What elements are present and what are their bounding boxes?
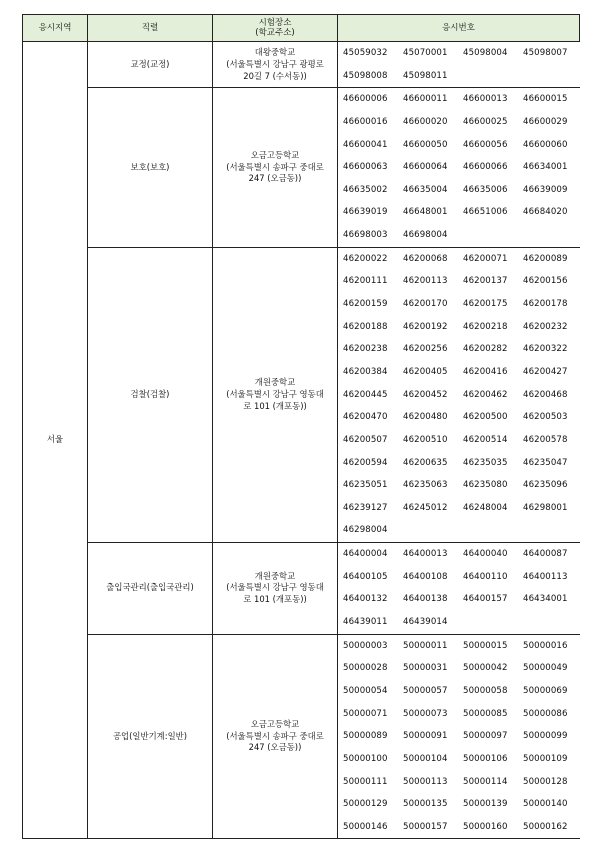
place-line: 로 101 (개포동)): [243, 594, 307, 605]
header-place-line2: (학교주소): [255, 28, 295, 38]
exam-number: 50000085: [463, 708, 508, 719]
exam-number: 46200578: [523, 434, 568, 445]
exam-number: 46439011: [343, 617, 388, 628]
job-cell: 출입국관리(출입국관리): [88, 543, 213, 635]
exam-number: 46200322: [523, 344, 568, 355]
exam-number: 50000104: [403, 753, 448, 764]
place-cell: [213, 247, 338, 542]
exam-assignment-sheet: [22, 14, 579, 839]
place-line: (서울특별시 강남구 광평로: [226, 58, 324, 69]
exam-number: 46651006: [463, 207, 508, 218]
table-row: [23, 247, 580, 542]
exam-number: 46400087: [523, 549, 568, 560]
exam-number: 46200503: [523, 412, 568, 423]
table-row: [23, 634, 580, 839]
exam-number: 50000100: [343, 753, 388, 764]
table-row: [23, 42, 580, 88]
exam-number: 46200405: [403, 366, 448, 377]
header-region: 응시지역: [23, 15, 88, 42]
place-cell: [213, 634, 338, 839]
exam-number: 46400110: [463, 571, 508, 582]
exam-number: 50000113: [403, 776, 448, 787]
exam-number: 46635004: [403, 184, 448, 195]
exam-number: 50000089: [343, 731, 388, 742]
region-cell: 서울: [23, 42, 88, 839]
exam-number: 50000057: [403, 685, 448, 696]
place-line: 오금고등학교: [250, 718, 300, 729]
job-cell: 교정(교정): [88, 42, 213, 88]
exam-number: 46600011: [403, 94, 448, 105]
exam-number: 46600060: [523, 139, 568, 150]
exam-number: 46200427: [523, 366, 568, 377]
exam-number: 50000114: [463, 776, 508, 787]
place-line: 오금고등학교: [250, 149, 300, 160]
exam-number: 50000146: [343, 821, 388, 832]
exam-number: 45059032: [343, 48, 388, 58]
exam-number: 50000135: [403, 799, 448, 810]
exam-number: 46635006: [463, 184, 508, 195]
numbers-cell: [338, 88, 580, 247]
exam-number: 46600064: [403, 162, 448, 173]
exam-number: 46698004: [403, 230, 448, 241]
exam-number: 46200188: [343, 321, 388, 332]
exam-number: 50000091: [403, 731, 448, 742]
exam-number: 46248004: [463, 502, 508, 513]
exam-number: 46200514: [463, 434, 508, 445]
exam-number: 46648001: [403, 207, 448, 218]
numbers-grid: [338, 248, 580, 542]
place-line: 개원중학교: [254, 377, 296, 388]
exam-number: 46200156: [523, 276, 568, 287]
table-row: [23, 543, 580, 635]
exam-number: 50000016: [523, 640, 568, 651]
exam-number: 50000028: [343, 663, 388, 674]
place-line: 로 101 (개포동)): [243, 400, 307, 411]
exam-number: 46200480: [403, 412, 448, 423]
exam-number: 50000099: [523, 731, 568, 742]
exam-number: 46600025: [463, 116, 508, 127]
exam-number: 46200022: [343, 253, 388, 264]
exam-number: 50000109: [523, 753, 568, 764]
header-place: [213, 15, 338, 42]
exam-number: 46200416: [463, 366, 508, 377]
numbers-cell: [338, 247, 580, 542]
place-cell: [213, 543, 338, 635]
exam-number: 46200232: [523, 321, 568, 332]
exam-number: 50000003: [343, 640, 388, 651]
exam-number: 50000097: [463, 731, 508, 742]
exam-number: 46600015: [523, 94, 568, 105]
exam-number: 45098007: [523, 48, 568, 58]
place-line: 개원중학교: [254, 570, 296, 581]
exam-number: 46639019: [343, 207, 388, 218]
numbers-grid: [338, 42, 580, 87]
exam-number: 46200507: [343, 434, 388, 445]
exam-number: 50000139: [463, 799, 508, 810]
exam-number: 50000049: [523, 663, 568, 674]
job-cell: 보호(보호): [88, 88, 213, 247]
exam-number: 46434001: [523, 594, 568, 605]
exam-number: 50000111: [343, 776, 388, 787]
exam-number: 50000157: [403, 821, 448, 832]
place-line: 대왕중학교: [254, 46, 296, 57]
exam-number: 45098008: [343, 70, 388, 81]
exam-number: 46400132: [343, 594, 388, 605]
exam-number: 46245012: [403, 502, 448, 513]
exam-number: 46200500: [463, 412, 508, 423]
exam-number: 45070001: [403, 48, 448, 58]
exam-number: 50000106: [463, 753, 508, 764]
place-line: (서울특별시 강남구 영동대: [226, 389, 324, 400]
place-line: 20길 7 (수서동)): [243, 70, 307, 81]
exam-number: 50000073: [403, 708, 448, 719]
numbers-grid: [338, 635, 580, 839]
exam-number: 46200192: [403, 321, 448, 332]
exam-number: 46600050: [403, 139, 448, 150]
exam-number: 46400113: [523, 571, 568, 582]
exam-number: 50000058: [463, 685, 508, 696]
exam-number: 46200170: [403, 299, 448, 310]
exam-number: 50000015: [463, 640, 508, 651]
numbers-grid: [338, 88, 580, 246]
exam-number: 46200256: [403, 344, 448, 355]
exam-number: 46400105: [343, 571, 388, 582]
place-line: (서울특별시 송파구 중대로: [226, 161, 324, 172]
exam-number: 46200462: [463, 389, 508, 400]
exam-number: 46200468: [523, 389, 568, 400]
exam-number: 50000054: [343, 685, 388, 696]
exam-number: 46200113: [403, 276, 448, 287]
job-cell: 검찰(검찰): [88, 247, 213, 542]
numbers-cell: [338, 543, 580, 635]
exam-number: 46298001: [523, 502, 568, 513]
exam-number: 50000140: [523, 799, 568, 810]
exam-number: 46635002: [343, 184, 388, 195]
exam-number: 46698003: [343, 230, 388, 241]
exam-number: 46400013: [403, 549, 448, 560]
exam-number: 46200068: [403, 253, 448, 264]
exam-number: 50000086: [523, 708, 568, 719]
exam-number: 46200111: [343, 276, 388, 287]
exam-number: 46200175: [463, 299, 508, 310]
exam-number: 46235047: [523, 457, 568, 468]
exam-number: 46200470: [343, 412, 388, 423]
place-line: 247 (오금동)): [248, 742, 302, 753]
exam-number: 46400004: [343, 549, 388, 560]
exam-number: 46400138: [403, 594, 448, 605]
exam-number: 46684020: [523, 207, 568, 218]
exam-number: 46600029: [523, 116, 568, 127]
exam-number: 50000071: [343, 708, 388, 719]
header-place-line1: 시험장소: [258, 17, 292, 28]
exam-number: 46400040: [463, 549, 508, 560]
exam-number: 46600041: [343, 139, 388, 150]
exam-table: [22, 14, 580, 839]
exam-number: 46600016: [343, 116, 388, 127]
exam-number: 46200218: [463, 321, 508, 332]
exam-number: 46200089: [523, 253, 568, 264]
header-job: 직렬: [88, 15, 213, 42]
exam-number: 46235080: [463, 480, 508, 491]
place-cell: [213, 88, 338, 247]
exam-number: 50000128: [523, 776, 568, 787]
exam-number: 46634001: [523, 162, 568, 173]
numbers-cell: [338, 42, 580, 88]
exam-number: 46439014: [403, 617, 448, 628]
exam-number: 46200445: [343, 389, 388, 400]
exam-number: 46200137: [463, 276, 508, 287]
exam-number: 45098011: [403, 70, 448, 81]
exam-number: 46200071: [463, 253, 508, 264]
exam-number: 46600013: [463, 94, 508, 105]
exam-number: 50000011: [403, 640, 448, 651]
exam-number: 46200384: [343, 366, 388, 377]
exam-number: 46200282: [463, 344, 508, 355]
table-body: [23, 42, 580, 839]
exam-number: 46400157: [463, 594, 508, 605]
exam-number: 46235051: [343, 480, 388, 491]
exam-number: 46600006: [343, 94, 388, 105]
exam-number: 46639009: [523, 184, 568, 195]
exam-number: 46600066: [463, 162, 508, 173]
header-numbers: 응시번호: [338, 15, 580, 42]
exam-number: 50000042: [463, 663, 508, 674]
numbers-grid: [338, 543, 580, 634]
exam-number: 46235063: [403, 480, 448, 491]
exam-number: 50000031: [403, 663, 448, 674]
exam-number: 46200452: [403, 389, 448, 400]
exam-number: 46200594: [343, 457, 388, 468]
table-header-row: [23, 15, 580, 42]
place-cell: [213, 42, 338, 88]
exam-number: 46235035: [463, 457, 508, 468]
place-line: 247 (오금동)): [248, 173, 302, 184]
exam-number: 45098004: [463, 48, 508, 58]
exam-number: 46600063: [343, 162, 388, 173]
exam-number: 46200178: [523, 299, 568, 310]
bottom-rule: [22, 838, 579, 839]
exam-number: 46239127: [343, 502, 388, 513]
exam-number: 46400108: [403, 571, 448, 582]
exam-number: 46200635: [403, 457, 448, 468]
job-cell: 공업(일반기계:일반): [88, 634, 213, 839]
numbers-cell: [338, 634, 580, 839]
exam-number: 50000129: [343, 799, 388, 810]
exam-number: 46200510: [403, 434, 448, 445]
exam-number: 46200159: [343, 299, 388, 310]
exam-number: 46200238: [343, 344, 388, 355]
table-row: [23, 88, 580, 247]
exam-number: 50000160: [463, 821, 508, 832]
exam-number: 50000069: [523, 685, 568, 696]
exam-number: 46600020: [403, 116, 448, 127]
place-line: (서울특별시 강남구 영동대: [226, 582, 324, 593]
exam-number: 46600056: [463, 139, 508, 150]
exam-number: 46235096: [523, 480, 568, 491]
place-line: (서울특별시 송파구 중대로: [226, 730, 324, 741]
exam-number: 46298004: [343, 525, 388, 536]
exam-number: 50000162: [523, 821, 568, 832]
